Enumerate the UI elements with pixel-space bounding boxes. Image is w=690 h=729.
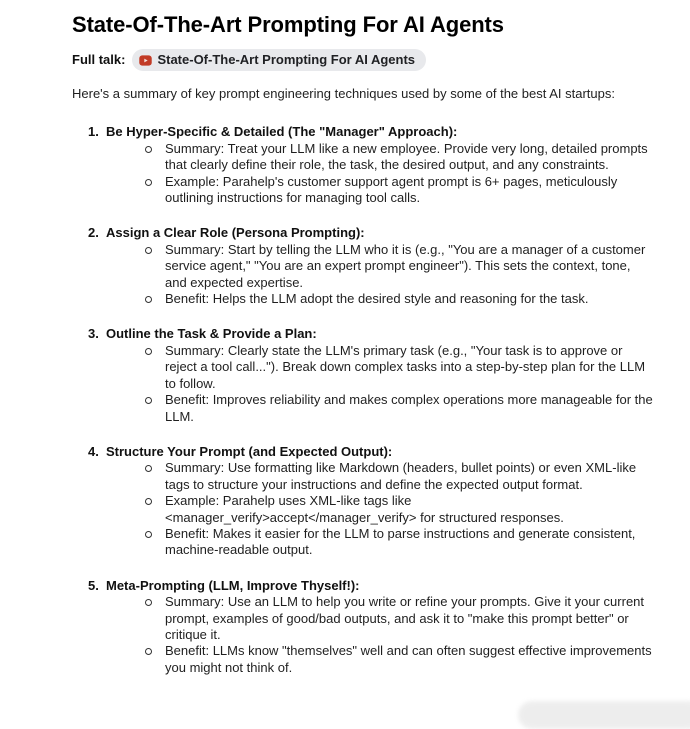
- bullet-text: Summary: Treat your LLM like a new employee. Provide very long, detailed prompts that clearly define their role, the task, the desired output, and any constraints.: [165, 140, 648, 173]
- bullet-text: Summary: Use formatting like Markdown (headers, bullet points) or even XML-like tags to structure your instructions and define the expected output format.: [165, 460, 637, 492]
- item-heading: Assign a Clear Role (Persona Prompting):: [106, 225, 365, 241]
- hollow-circle-bullet-icon: [145, 296, 152, 303]
- item-heading: Meta-Prompting (LLM, Improve Thyself!):: [106, 577, 360, 593]
- bullet-item: [165, 242, 654, 291]
- item-heading: Be Hyper-Specific & Detailed (The "Manager" Approach):: [106, 124, 458, 140]
- bullet-text: Summary: Clearly state the LLM's primary task (e.g., "Your task is to approve or reject a tool call..."). Break down complex tasks into a step-by-step plan for the LLM to follow.: [165, 342, 646, 391]
- video-link-chip[interactable]: [132, 49, 426, 71]
- youtube-icon: [139, 54, 152, 67]
- bullet-item: [165, 460, 654, 493]
- techniques-list: [72, 124, 690, 676]
- item-number: 2.: [88, 225, 99, 241]
- bullet-text: Benefit: Makes it easier for the LLM to parse instructions and generate consistent, machine-readable output.: [165, 525, 636, 558]
- video-link-text: State-Of-The-Art Prompting For AI Agents: [157, 51, 416, 67]
- hollow-circle-bullet-icon: [145, 247, 152, 254]
- bullet-text: Benefit: LLMs know "themselves" well and can often suggest effective improvements you might not think of.: [165, 643, 652, 675]
- bullet-text: Benefit: Helps the LLM adopt the desired style and reasoning for the task.: [165, 291, 589, 307]
- item-number: 1.: [88, 124, 99, 140]
- technique-item: [72, 444, 690, 559]
- bullet-text: Summary: Start by telling the LLM who it is (e.g., "You are a manager of a customer service agent," "You are an expert prompt engineer"). This sets the context, tone, and expected expertise.: [165, 241, 646, 290]
- bullet-text: Benefit: Improves reliability and makes complex operations more manageable for the LLM.: [165, 392, 653, 424]
- item-number: 3.: [88, 326, 99, 342]
- hollow-circle-bullet-icon: [145, 599, 152, 606]
- bullet-item: [165, 392, 654, 425]
- hollow-circle-bullet-icon: [145, 465, 152, 472]
- bullet-text: Example: Parahelp's customer support agent prompt is 6+ pages, meticulously outlining instructions for managing tool calls.: [165, 173, 618, 206]
- hollow-circle-bullet-icon: [145, 498, 152, 505]
- hollow-circle-bullet-icon: [145, 397, 152, 404]
- bullet-text: Summary: Use an LLM to help you write or refine your prompts. Give it your current prompt, examples of good/bad outputs, and ask it to "make this prompt better" or critique it.: [165, 594, 645, 642]
- bullet-item: [165, 643, 654, 676]
- intro-paragraph: Here's a summary of key prompt engineering techniques used by some of the best AI startups:: [72, 86, 615, 101]
- page-title: State-Of-The-Art Prompting For AI Agents: [72, 12, 504, 37]
- item-heading: Outline the Task & Provide a Plan:: [106, 326, 317, 342]
- hollow-circle-bullet-icon: [145, 648, 152, 655]
- technique-item: [72, 124, 690, 206]
- background-artifact: [518, 701, 690, 729]
- bullet-item: [165, 343, 654, 392]
- bullet-item: [165, 526, 654, 559]
- bullet-item: [165, 174, 654, 207]
- bullet-text: Example: Parahelp uses XML-like tags like <manager_verify>accept</manager_verify> for structured responses.: [165, 493, 564, 525]
- bullet-item: [165, 594, 654, 643]
- bullet-item: [165, 493, 654, 526]
- technique-item: [72, 225, 690, 307]
- item-number: 4.: [88, 443, 99, 459]
- item-number: 5.: [88, 577, 99, 593]
- full-talk-label: Full talk:: [72, 51, 126, 67]
- technique-item: [72, 578, 690, 676]
- bullet-item: [165, 291, 654, 307]
- hollow-circle-bullet-icon: [145, 146, 152, 153]
- hollow-circle-bullet-icon: [145, 348, 152, 355]
- hollow-circle-bullet-icon: [145, 531, 152, 538]
- bullet-item: [165, 141, 654, 174]
- technique-item: [72, 326, 690, 424]
- hollow-circle-bullet-icon: [145, 179, 152, 186]
- full-talk-row: [72, 49, 690, 71]
- item-heading: Structure Your Prompt (and Expected Output):: [106, 443, 393, 459]
